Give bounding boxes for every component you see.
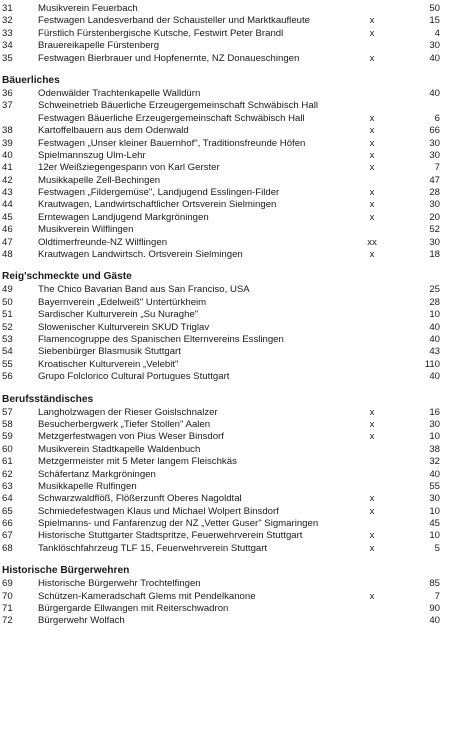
item-mark: x: [369, 112, 375, 124]
list-section: [0, 555, 458, 628]
item-number: 40: [2, 149, 13, 161]
item-number: 68: [2, 542, 13, 554]
item-name: Krautwagen Landwirtsch. Ortsverein Sielmingen: [38, 249, 243, 261]
item-count: 30: [429, 149, 440, 161]
item-number: 67: [2, 530, 13, 542]
item-mark: x: [369, 199, 375, 211]
list-item: [0, 456, 458, 468]
item-mark: x: [369, 431, 375, 443]
item-number: 31: [2, 3, 13, 14]
item-count: 30: [429, 418, 440, 430]
list-item: [0, 88, 458, 100]
item-mark: x: [369, 530, 375, 542]
item-name: Spielmanns- und Fanfarenzug der NZ „Vetter Guser" Sigmaringen: [38, 518, 319, 530]
item-count: 43: [429, 346, 440, 358]
list-item: [0, 309, 458, 321]
item-name: Festwagen Bierbrauer und Hopfenernte, NZ Donaueschingen: [38, 52, 300, 64]
section-heading: Reig'schmeckte und Gäste: [2, 271, 132, 283]
item-count: 7: [434, 590, 440, 602]
item-name: Bayernverein „Edelweiß" Untertürkheim: [38, 296, 207, 308]
item-count: 32: [429, 456, 440, 468]
item-mark: x: [369, 52, 375, 64]
list-section: [0, 384, 458, 556]
item-mark: x: [369, 125, 375, 137]
list-item: [0, 297, 458, 309]
item-name: Schweinetrieb Bäuerliche Erzeugergemeinschaft Schwäbisch Hall: [38, 100, 318, 112]
list-section: [0, 261, 458, 383]
list-item: [0, 249, 458, 261]
item-name: Tanklöschfahrzeug TLF 15, Feuerwehrverein Stuttgart: [38, 542, 268, 554]
item-count: 40: [429, 615, 440, 627]
item-number: 64: [2, 493, 13, 505]
list-item: [0, 237, 458, 249]
item-number: 70: [2, 590, 13, 602]
item-count: 10: [429, 309, 440, 321]
list-item: [0, 506, 458, 518]
item-name: Metzgermeister mit 5 Meter langem Fleischkäs: [38, 456, 237, 468]
list-item: [0, 530, 458, 542]
item-number: 69: [2, 578, 13, 590]
item-count: 10: [429, 431, 440, 443]
item-number: 66: [2, 518, 13, 530]
item-count: 10: [429, 505, 440, 517]
item-number: 38: [2, 125, 13, 137]
item-number: 41: [2, 162, 13, 174]
list-item: [0, 407, 458, 419]
item-name: Musikverein Stadtkapelle Waldenbuch: [38, 443, 201, 455]
item-name: Musikverein Wilflingen: [38, 224, 134, 236]
item-number: 39: [2, 137, 13, 149]
list-item: [0, 3, 458, 15]
item-count: 25: [429, 284, 440, 296]
item-mark: x: [369, 149, 375, 161]
item-name: Sardischer Kulturverein „Su Nuraghe": [38, 309, 199, 321]
section-heading: Historische Bürgerwehren: [2, 565, 130, 577]
item-mark: x: [369, 418, 375, 430]
item-name: Metzgerfestwagen von Pius Weser Binsdorf: [38, 431, 224, 443]
item-name: Besucherbergwerk „Tiefer Stollen" Aalen: [38, 418, 211, 430]
item-name: Historische Bürgerwehr Trochtelfingen: [38, 578, 201, 590]
item-number: 57: [2, 406, 13, 418]
section-heading: Berufsständisches: [2, 393, 94, 405]
list-item: [0, 199, 458, 211]
item-number: 71: [2, 603, 13, 615]
item-number: 43: [2, 187, 13, 199]
list-item: [0, 578, 458, 590]
item-number: 62: [2, 468, 13, 480]
list-item: [0, 138, 458, 150]
list-item: [0, 125, 458, 137]
list-section: [0, 3, 458, 65]
item-number: 48: [2, 249, 13, 261]
item-name: Siebenbürger Blasmusik Stuttgart: [38, 346, 181, 358]
item-mark: x: [369, 590, 375, 602]
list-item: [0, 359, 458, 371]
item-number: 54: [2, 346, 13, 358]
item-number: 32: [2, 15, 13, 27]
item-name: Schmiedefestwagen Klaus und Michael Wolpert Binsdorf: [38, 505, 279, 517]
list-item: [0, 591, 458, 603]
list-item: [0, 493, 458, 505]
list-item: [0, 444, 458, 456]
item-name: Schwarzwaldflöß, Flößerzunft Oberes Nagoldtal: [38, 493, 242, 505]
item-name: Bürgerwehr Wolfach: [38, 615, 125, 627]
item-name: Fürstlich Fürstenbergische Kutsche, Festwirt Peter Brandl: [38, 27, 284, 39]
item-name: Langholzwagen der Rieser Goislschnalzer: [38, 406, 218, 418]
item-count: 40: [429, 52, 440, 64]
item-number: 47: [2, 236, 13, 248]
item-number: 53: [2, 333, 13, 345]
item-number: 33: [2, 27, 13, 39]
item-number: 34: [2, 40, 13, 52]
item-number: 56: [2, 371, 13, 383]
list-item: [0, 371, 458, 383]
item-count: 50: [429, 3, 440, 14]
list-item: [0, 469, 458, 481]
item-mark: x: [369, 27, 375, 39]
list-item: [0, 224, 458, 236]
item-count: 55: [429, 480, 440, 492]
item-number: 44: [2, 199, 13, 211]
item-count: 66: [429, 125, 440, 137]
item-count: 5: [434, 542, 440, 554]
item-count: 4: [434, 27, 440, 39]
item-number: 51: [2, 309, 13, 321]
item-number: 46: [2, 224, 13, 236]
item-number: 59: [2, 431, 13, 443]
item-count: 40: [429, 468, 440, 480]
item-mark: x: [369, 493, 375, 505]
item-count: 30: [429, 236, 440, 248]
item-count: 16: [429, 406, 440, 418]
list-item: [0, 334, 458, 346]
item-count: 47: [429, 174, 440, 186]
list-item: [0, 284, 458, 296]
list-item: [0, 615, 458, 627]
item-name: Musikverein Feuerbach: [38, 3, 138, 14]
item-count: 18: [429, 249, 440, 261]
item-name: Festwagen Bäuerliche Erzeugergemeinschaft Schwäbisch Hall: [38, 112, 305, 124]
list-item: [0, 543, 458, 555]
list-item: [0, 603, 458, 615]
item-count: 40: [429, 333, 440, 345]
list-item: [0, 518, 458, 530]
item-name: Schützen-Kameradschaft Glems mit Pendelkanone: [38, 590, 256, 602]
item-count: 30: [429, 199, 440, 211]
item-mark: x: [369, 505, 375, 517]
item-name: Slowenischer Kulturverein SKUD Triglav: [38, 321, 210, 333]
item-name: Krautwagen, Landwirtschaftlicher Ortsverein Sielmingen: [38, 199, 277, 211]
list-item: [0, 322, 458, 334]
list-item: [0, 346, 458, 358]
item-name: Kartoffelbauern aus dem Odenwald: [38, 125, 189, 137]
item-name: Musikkapelle Zell-Bechingen: [38, 174, 161, 186]
item-number: 45: [2, 211, 13, 223]
list-item: [0, 212, 458, 224]
list-item: [0, 150, 458, 162]
item-mark: x: [369, 406, 375, 418]
item-mark: xx: [367, 236, 377, 248]
item-mark: x: [369, 542, 375, 554]
list-item: [0, 113, 458, 125]
list-item: [0, 431, 458, 443]
item-number: 42: [2, 174, 13, 186]
item-name: Kroatischer Kulturverein „Velebit": [38, 358, 179, 370]
item-count: 7: [434, 162, 440, 174]
item-number: 49: [2, 284, 13, 296]
item-number: 72: [2, 615, 13, 627]
item-name: Festwagen Landesverband der Schausteller und Marktkaufleute: [38, 15, 310, 27]
list-item: [0, 481, 458, 493]
item-name: Historische Stuttgarter Stadtspritze, Feuerwehrverein Stuttgart: [38, 530, 303, 542]
item-name: Festwagen „Fildergemüse", Landjugend Esslingen-Filder: [38, 187, 280, 199]
list-item: [0, 40, 458, 52]
item-count: 28: [429, 296, 440, 308]
item-name: Oldtimerfreunde-NZ Wilflingen: [38, 236, 168, 248]
item-number: 52: [2, 321, 13, 333]
item-mark: x: [369, 15, 375, 27]
list-item: [0, 100, 458, 112]
item-count: 38: [429, 443, 440, 455]
item-name: Flamencogruppe des Spanischen Elternvereins Esslingen: [38, 333, 284, 345]
item-mark: x: [369, 249, 375, 261]
item-number: 35: [2, 52, 13, 64]
item-name: Erntewagen Landjugend Markgröningen: [38, 211, 209, 223]
item-name: 12er Weißziegengespann von Karl Gerster: [38, 162, 220, 174]
item-number: 65: [2, 505, 13, 517]
item-number: 63: [2, 480, 13, 492]
item-count: 40: [429, 321, 440, 333]
item-number: 37: [2, 100, 13, 112]
item-name: Spielmannszug Ulm-Lehr: [38, 149, 146, 161]
section-heading: Bäuerliches: [2, 74, 60, 86]
list-section: [0, 65, 458, 261]
item-count: 6: [434, 112, 440, 124]
item-count: 20: [429, 211, 440, 223]
list-item: [0, 28, 458, 40]
item-mark: x: [369, 137, 375, 149]
item-number: 50: [2, 296, 13, 308]
item-count: 40: [429, 87, 440, 99]
item-count: 45: [429, 518, 440, 530]
item-number: 55: [2, 358, 13, 370]
item-mark: x: [369, 187, 375, 199]
item-count: 85: [429, 578, 440, 590]
list-item: [0, 15, 458, 27]
item-number: 61: [2, 456, 13, 468]
list-item: [0, 419, 458, 431]
item-number: 58: [2, 418, 13, 430]
item-number: 60: [2, 443, 13, 455]
item-count: 40: [429, 371, 440, 383]
item-mark: x: [369, 162, 375, 174]
item-name: Odenwälder Trachtenkapelle Walldürn: [38, 87, 201, 99]
list-item: [0, 162, 458, 174]
item-number: 36: [2, 87, 13, 99]
list-item: [0, 175, 458, 187]
item-name: Grupo Folclorico Cultural Portugues Stuttgart: [38, 371, 230, 383]
item-count: 28: [429, 187, 440, 199]
item-count: 30: [429, 493, 440, 505]
item-name: The Chico Bavarian Band aus San Franciso, USA: [38, 284, 250, 296]
item-mark: x: [369, 211, 375, 223]
item-count: 110: [424, 358, 440, 370]
item-count: 90: [429, 603, 440, 615]
item-name: Festwagen „Unser kleiner Bauernhof", Traditionsfreunde Höfen: [38, 137, 306, 149]
item-name: Brauereikapelle Fürstenberg: [38, 40, 160, 52]
list-item: [0, 53, 458, 65]
item-count: 10: [429, 530, 440, 542]
item-name: Schäfertanz Markgröningen: [38, 468, 156, 480]
item-count: 15: [429, 15, 440, 27]
list-item: [0, 187, 458, 199]
item-name: Bürgergarde Ellwangen mit Reiterschwadron: [38, 603, 229, 615]
item-name: Musikkapelle Rulfingen: [38, 480, 137, 492]
item-count: 30: [429, 40, 440, 52]
item-count: 52: [429, 224, 440, 236]
item-count: 30: [429, 137, 440, 149]
